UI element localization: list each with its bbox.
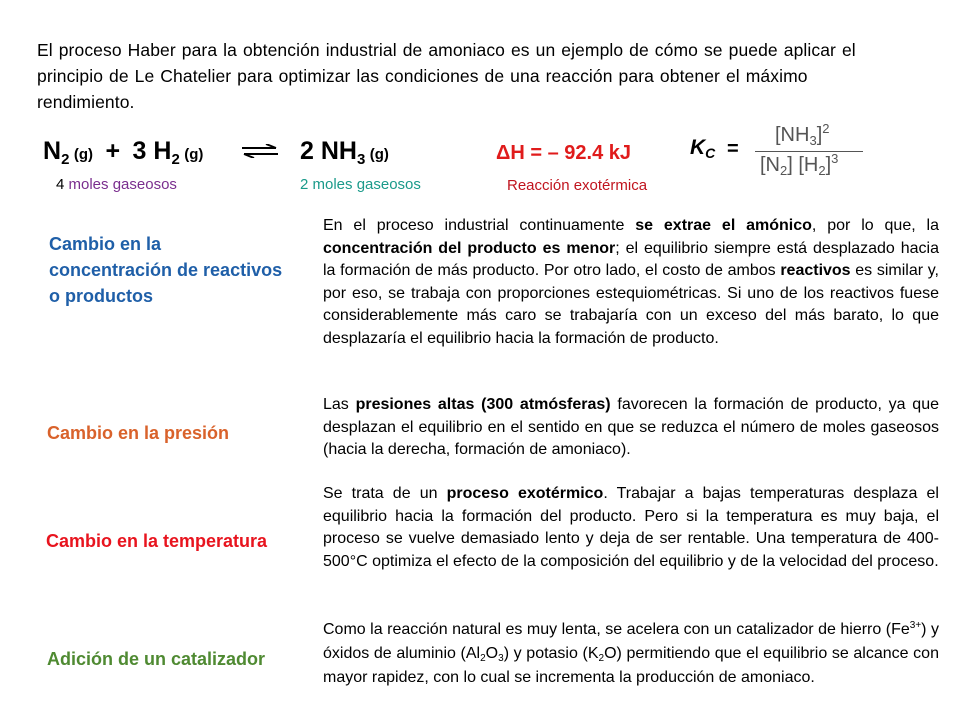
label-catalyst-addition: Adición de un catalizador bbox=[47, 649, 266, 669]
enthalpy-value: ΔH = – 92.4 kJ bbox=[496, 142, 632, 164]
label-temperature-change: Cambio en la temperatura bbox=[46, 531, 268, 551]
n2-state: (g) bbox=[73, 146, 94, 163]
kc-denominator: $[N_2]$ $[H_2]^3$ bbox=[760, 151, 839, 178]
nh3-state: (g) bbox=[369, 146, 389, 163]
equation-reactants bbox=[43, 137, 203, 166]
concentration-paragraph: En el proceso industrial continuamente se extrae el amónico, por lo que, la concentración del producto es menor; el equilibrio siempre está desplazado hacia la formación de más producto. Por otro lado, el costo de ambos reactivos es similar y, por eso, se trabaja con proporciones estequiométricas. Si uno de los reactivos fuese considerablemente más caro se trabajaría con un exceso del más barato, lo que desplazaría el equilibrio hacia la formación de producto. bbox=[323, 217, 939, 347]
equation-products bbox=[300, 137, 389, 166]
equilibrium-arrow-icon bbox=[242, 144, 278, 158]
plus-sign: + bbox=[105, 137, 121, 165]
temperature-paragraph: Se trata de un proceso exotérmico. Trabajar a bajas temperaturas desplaza el equilibrio hacia la formación del producto. Pero si la temperatura es muy baja, el proceso se vuelve demasiado lento y deja de ser rentable. Una temperatura de 400-500°C optimiza el efecto de la composición del equilibrio y de la velocidad del proceso. bbox=[323, 485, 939, 570]
reactant-moles-note: 4 moles gaseosos bbox=[56, 176, 177, 193]
nh3-formula: 2 $NH_3$ bbox=[300, 137, 366, 168]
label-pressure-change: Cambio en la presión bbox=[47, 423, 230, 443]
kc-equals: = bbox=[727, 138, 739, 160]
kc-symbol: $K_C$ bbox=[690, 136, 716, 161]
intro-paragraph: El proceso Haber para la obtención industrial de amoniaco es un ejemplo de cómo se puede aplicar el principio de Le Chatelier para optimizar las condiciones de una reacción para obtener el máximo rendimiento. bbox=[37, 40, 856, 112]
n2-formula: $N_2$ bbox=[43, 137, 70, 168]
catalyst-paragraph: Como la reacción natural es muy lenta, se acelera con un catalizador de hierro $(Fe^{3+})$ y óxidos de aluminio $(Al_2O_3)$ y potasio $(K_2O)$ permitiendo que el equilibrio se alcance con mayor rapidez, con lo cual se incrementa la producción de amoniaco. bbox=[323, 620, 939, 686]
kc-fraction-line bbox=[755, 151, 863, 152]
exothermic-note: Reacción exotérmica bbox=[507, 177, 648, 194]
h2-state: (g) bbox=[184, 146, 204, 163]
kc-numerator: $[NH_3]^2$ bbox=[775, 121, 830, 148]
label-concentration-change: Cambio en la concentración de reactivos o productos bbox=[49, 234, 283, 306]
pressure-paragraph: Las presiones altas (300 atmósferas) favorecen la formación de producto, ya que desplazan el equilibrio en el sentido en que se reduzca el número de moles gaseosos (hacia la derecha, formación de amoniaco). bbox=[323, 396, 939, 458]
h2-formula: 3 $H_2$ bbox=[132, 137, 180, 168]
product-moles-note: 2 moles gaseosos bbox=[300, 176, 421, 193]
